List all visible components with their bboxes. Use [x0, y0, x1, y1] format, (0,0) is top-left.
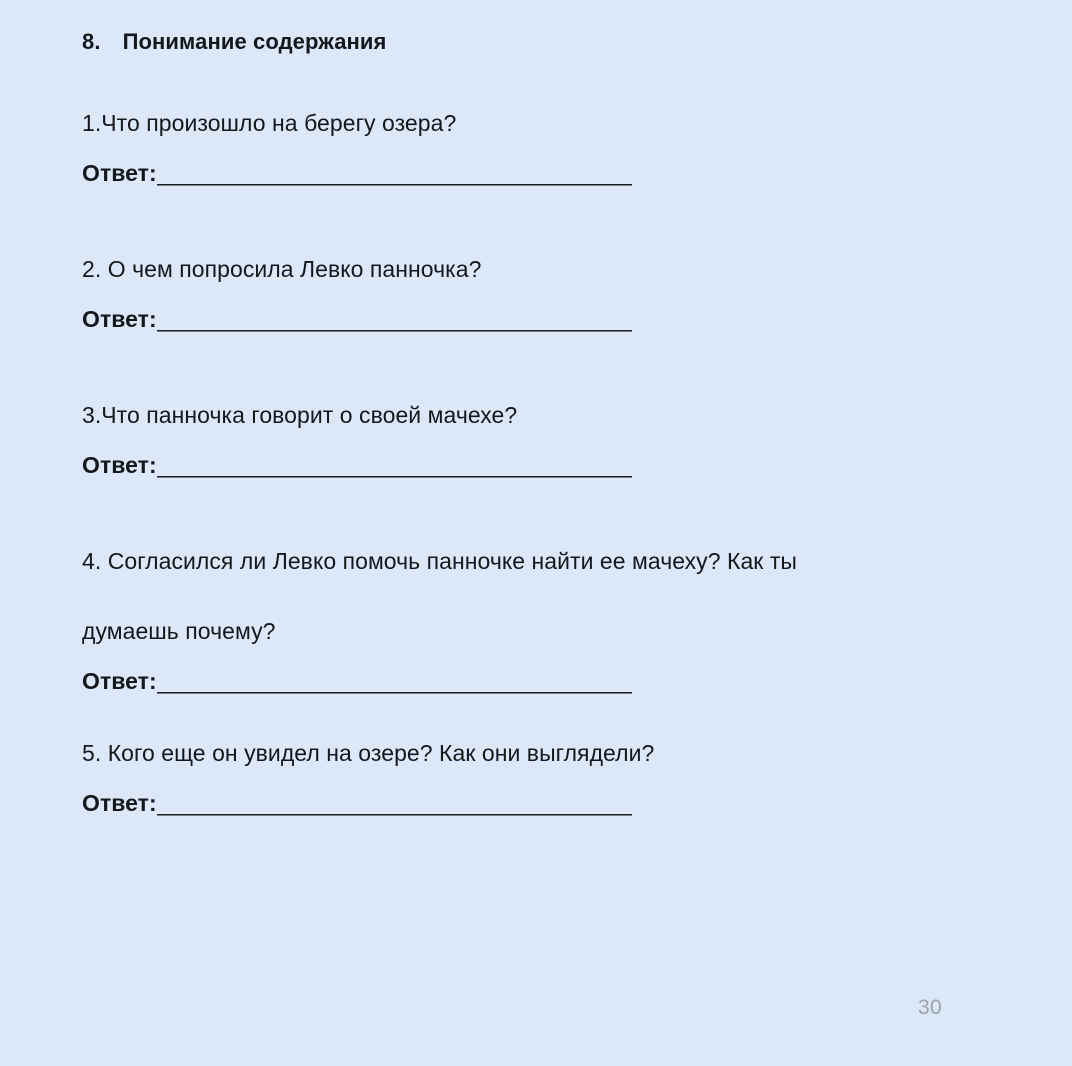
answer-label: Ответ:: [82, 790, 157, 816]
answer-label: Ответ:: [82, 160, 157, 186]
answer-blank[interactable]: _______________________________________: [156, 668, 633, 694]
spacer: [82, 334, 982, 380]
question-4-line-2: думаешь почему?: [82, 618, 276, 644]
spacer: [82, 480, 982, 526]
question-2: 2. О чем попросила Левко панночка?: [82, 256, 482, 282]
worksheet-content: [82, 0, 982, 818]
answer-label: Ответ:: [82, 306, 157, 332]
section-heading: [82, 28, 982, 56]
answer-blank[interactable]: _______________________________________: [156, 306, 633, 332]
section-number: 8.: [82, 29, 101, 54]
question-5: 5. Кого еще он увидел на озере? Как они выглядели?: [82, 740, 655, 766]
answer-line-2: [82, 304, 982, 334]
answer-line-4: [82, 666, 982, 696]
answer-label: Ответ:: [82, 452, 157, 478]
section-title: Понимание содержания: [122, 29, 387, 54]
page-number: 30: [918, 996, 942, 1019]
question-3: 3.Что панночка говорит о своей мачехе?: [82, 402, 518, 428]
question-4-line-1: 4. Согласился ли Левко помочь панночке найти ее мачеху? Как ты: [82, 548, 798, 574]
answer-blank[interactable]: _______________________________________: [156, 790, 633, 816]
spacer: [82, 188, 982, 234]
spacer: [82, 696, 982, 718]
answer-line-3: [82, 450, 982, 480]
answer-line-1: [82, 158, 982, 188]
answer-label: Ответ:: [82, 668, 157, 694]
answer-blank[interactable]: _______________________________________: [156, 452, 633, 478]
answer-blank[interactable]: _______________________________________: [156, 160, 633, 186]
answer-line-5: [82, 788, 982, 818]
question-1: 1.Что произошло на берегу озера?: [82, 110, 457, 136]
